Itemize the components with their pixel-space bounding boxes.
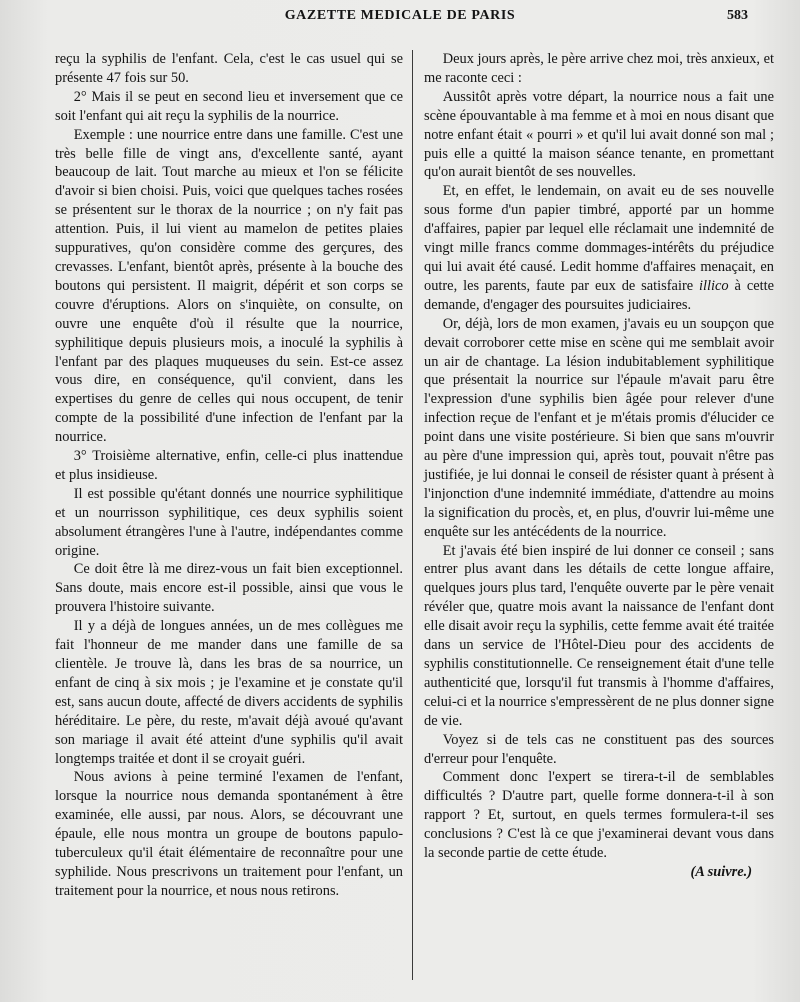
column-divider — [412, 50, 413, 980]
paragraph: Voyez si de tels cas ne constituent pas des sources d'erreur pour l'enquête. — [424, 731, 774, 767]
paragraph: Et j'avais été bien inspiré de lui donner ce conseil ; sans entrer plus avant dans les détails de cette longue affaire, quelques jours plus tard, l'enquête ouverte par le père venait révéler que, quatre mois avant la naissance de l'enfant dont elle disait avoir reçu la syphilis, cette femme avait été traitée dans un service de l'Hôtel-Dieu pour des accidents de syphilis constitutionnelle. Ce renseignement était d'une telle authenticité que, lorsqu'il fut transmis à l'homme d'affaires, celui-ci et la nourrice s'empressèrent de ne plus donner signe de vie. — [424, 542, 774, 729]
italic-term: illico — [699, 277, 729, 294]
paragraph-text: à cette demande, d'engager des poursuites judiciaires. — [424, 277, 774, 313]
paragraph: Ce doit être là me direz-vous un fait bien exceptionnel. Sans doute, mais encore est-il possible, ainsi que vous le prouvera l'histoire suivante. — [55, 561, 403, 616]
paragraph: Nous avions à peine terminé l'examen de l'enfant, lorsque la nourrice nous demanda spontanément à être examinée, elle aussi, par nous. Alors, se découvrant une épaule, elle nous montra un groupe de boutons papulo-tuberculeux qu'il était élémentaire de reconnaître pour une syphilide. Nous prescrivons un traitement pour l'enfant, un traitement pour la nourrice, et nous nous retirons. — [55, 769, 403, 899]
paragraph: Exemple : une nourrice entre dans une famille. C'est une très belle fille de vingt ans, d'excellente santé, ayant beaucoup de lait. Tout marche au mieux et l'on se félicite d'avoir si bien choisi. Puis, voici que quelques taches rosées se présentent sur le thorax de la nourrice ; on n'y fait pas attention. Puis, il lui vient au mamelon de petites plaies suppuratives, qu'on considère comme des gerçures, des crevasses. L'enfant, bientôt après, présente à la bouche des boutons qui persistent. Il maigrit, dépérit et son corps se couvre d'éruptions. Alors on s'inquiète, on consulte, on ouvre une enquête d'où il résulte que la nourrice, syphilitique depuis plusieurs mois, a inoculé la syphilis à l'enfant par des plaques muqueuses du sein. Est-ce assez vous dire, en conséquence, qu'il convient, dans les expertises du genre de celles qui nous occupent, de tenir compte de la possibilité d'une infection de l'enfant par la nourrice. — [55, 126, 403, 446]
paragraph: reçu la syphilis de l'enfant. Cela, c'est le cas usuel qui se présente 47 fois sur 50. — [55, 51, 403, 86]
paragraph — [424, 182, 774, 314]
page-number: 583 — [727, 8, 748, 23]
paragraph: Deux jours après, le père arrive chez moi, très anxieux, et me raconte ceci : — [424, 51, 774, 86]
right-column — [424, 50, 774, 882]
paragraph: 2° Mais il se peut en second lieu et inversement que ce soit l'enfant qui ait reçu la syphilis de la nourrice. — [55, 88, 403, 124]
paragraph: 3° Troisième alternative, enfin, celle-ci plus inattendue et plus insidieuse. — [55, 448, 403, 483]
paragraph: Comment donc l'expert se tirera-t-il de semblables difficultés ? D'autre part, quelle forme donnera-t-il à son rapport ? Et, surtout, en quels termes formulera-t-il ses conclusions ? C'est là ce que j'examinerai devant vous dans la seconde partie de cette étude. — [424, 769, 774, 862]
running-header — [0, 4, 800, 28]
paragraph-text: Et, en effet, le lendemain, on avait eu de ses nouvelle sous forme d'un papier timbré, apporté par un homme d'affaires, papier par lequel elle réclamait une indemnité de vingt mille francs comme dommages-intérêts du préjudice qui lui avait été causé. Ledit homme d'affaires menaçait, en outre, les parents, faute par eux de satisfaire — [424, 183, 774, 294]
paragraph: Or, déjà, lors de mon examen, j'avais eu un soupçon que devait corroborer cette mise en scène qui me semblait avoir un air de chantage. La lésion indubitablement syphilitique que présentait la nourrice sur l'épaule m'avait paru être l'expression d'une syphilis bien âgée pour relever d'une infection reçue de l'enfant et je m'étais promis d'élucider ce point dans une visite postérieure. Si bien que sans m'ouvrir au père d'une impression qui, après tout, pouvait n'être pas justifiée, je lui donnai le conseil de résister quant à présent à l'injonction d'une indemnité immédiate, d'attendre au moins la signification du procès, et, en plus, d'ouvrir lui-même une enquête sur les antécédents de la nourrice. — [424, 315, 774, 540]
to-be-continued: (A suivre.) — [690, 863, 752, 880]
journal-title: GAZETTE MEDICALE DE PARIS — [284, 8, 516, 23]
left-column — [55, 50, 403, 901]
paragraph: Il y a déjà de longues années, un de mes collègues me fait l'honneur de me mander dans une famille de sa clientèle. Je trouve là, dans les bras de sa nourrice, un enfant de cinq à six mois ; je l'examine et je constate qu'il est, sans aucun doute, affecté de divers accidents de syphilis héréditaire. Le père, du reste, m'avait déjà avoué qu'avant son mariage il avait été atteint d'une syphilis qu'il avait longtemps traitée et dont il se croyait guéri. — [55, 618, 403, 767]
paragraph: Aussitôt après votre départ, la nourrice nous a fait une scène épouvantable à ma femme et à moi en nous disant que notre enfant était « pourri » et qu'il lui avait donné son mal ; puis elle a quitté la maison séance tenante, en promettant qu'on aurait bientôt de ses nouvelles. — [424, 88, 774, 181]
paragraph: Il est possible qu'étant donnés une nourrice syphilitique et un nourrisson syphilitique, ces deux syphilis soient absolument étrangères l'une à l'autre, indépendantes comme origine. — [55, 485, 403, 559]
